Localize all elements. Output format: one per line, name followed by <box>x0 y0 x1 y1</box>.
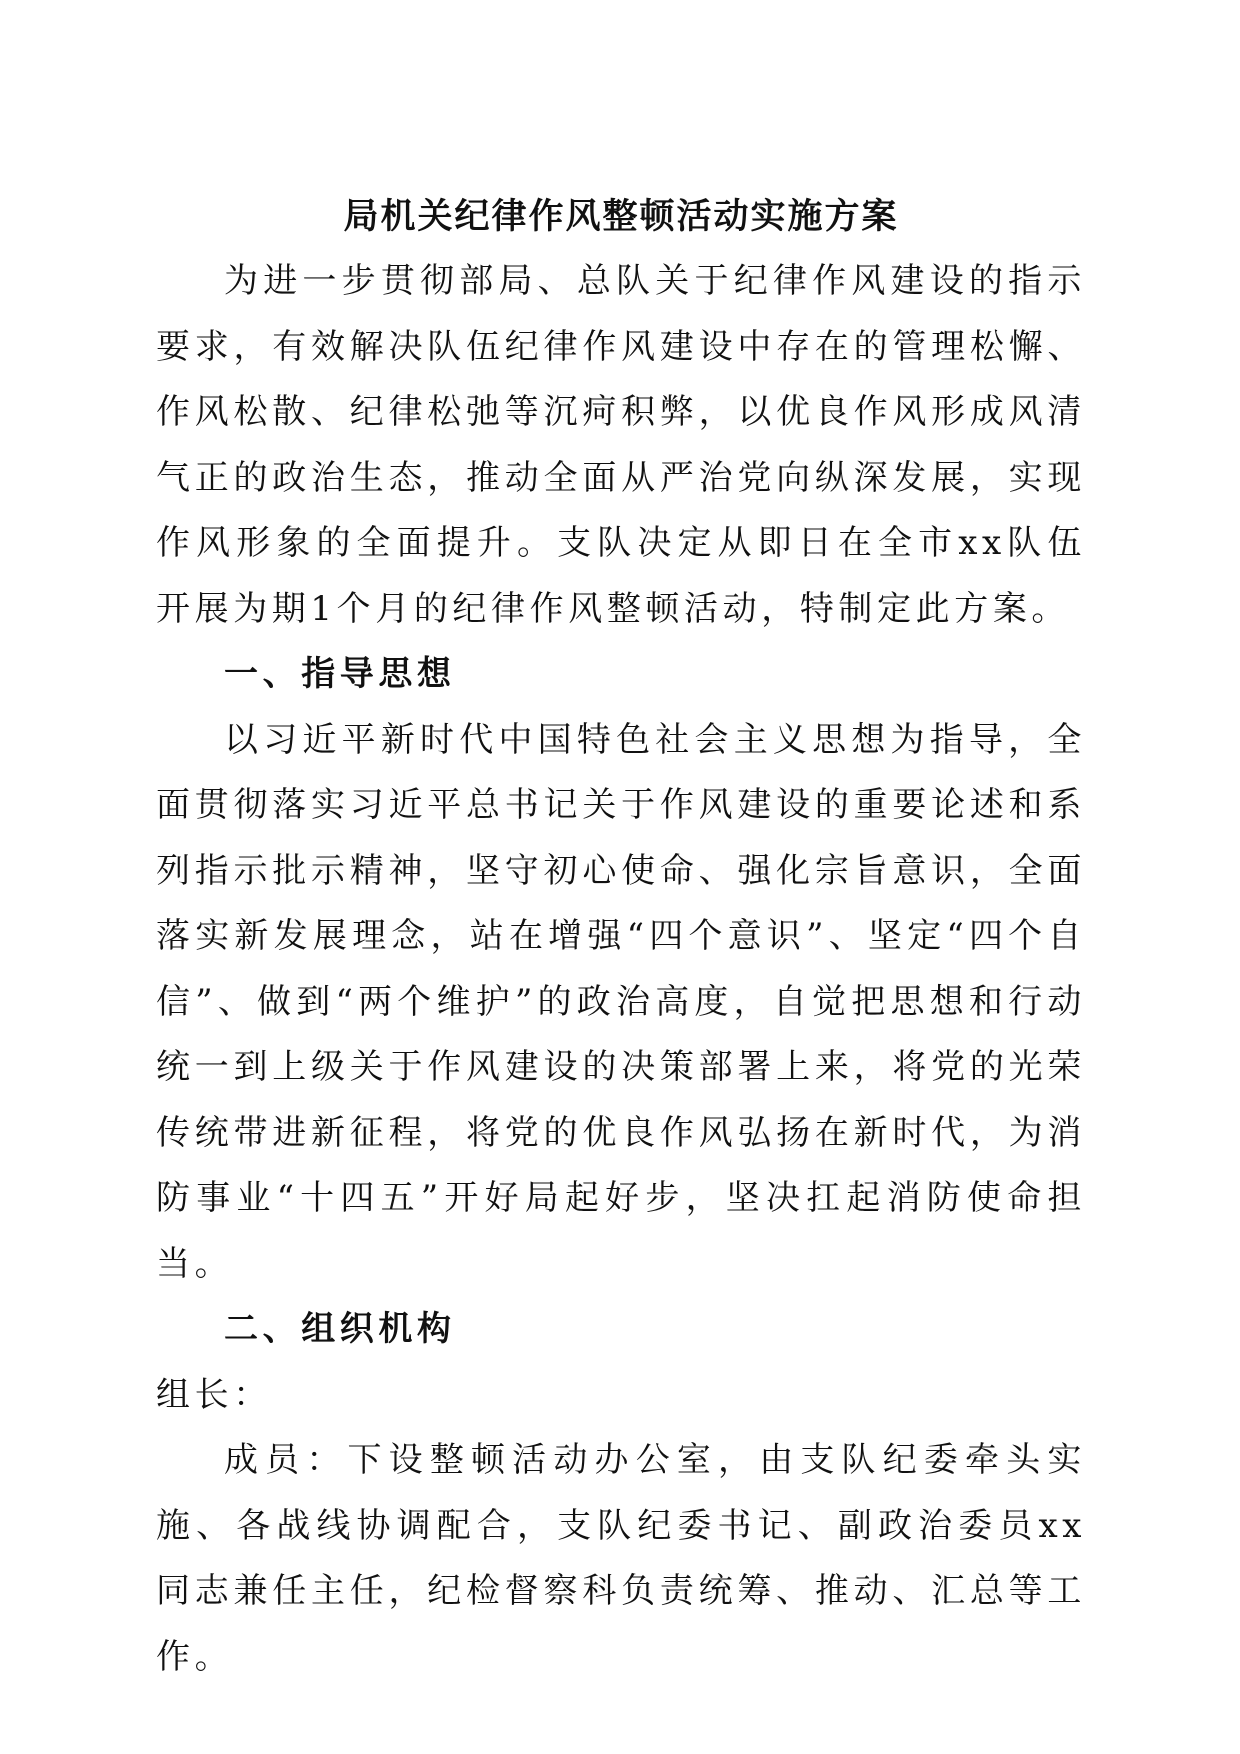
section-heading-guiding-ideology: 一、指导思想 <box>224 654 456 694</box>
guiding-ideology-paragraph: 以习近平新时代中国特色社会主义思想为指导，全面贯彻落实习近平总书记关于作风建设的重要论述和系列指示批示精神，坚守初心使命、强化宗旨意识，全面落实新发展理念，站在增强“四个意识”、坚定“四个自信”、做到“两个维护”的政治高度，自觉把思想和行动统一到上级关于作风建设的决策部署上来，将党的光荣传统带进新征程，将党的优良作风弘扬在新时代，为消防事业“十四五”开好局起好步，坚决扛起消防使命担当。 <box>156 719 1086 1284</box>
members-paragraph: 成员：下设整顿活动办公室，由支队纪委牵头实施、各战线协调配合，支队纪委书记、副政治委员xx同志兼任主任，纪检督察科负责统筹、推动、汇总等工作。 <box>156 1440 1086 1677</box>
document-title: 局机关纪律作风整顿活动实施方案 <box>343 196 899 237</box>
group-leader-line: 组长： <box>156 1374 272 1415</box>
document-body <box>156 184 1086 1690</box>
section-heading-organization: 二、组织机构 <box>224 1309 456 1349</box>
intro-paragraph: 为进一步贯彻部局、总队关于纪律作风建设的指示要求，有效解决队伍纪律作风建设中存在的管理松懈、作风松散、纪律松弛等沉疴积弊，以优良作风形成风清气正的政治生态，推动全面从严治党向纵深发展，实现作风形象的全面提升。支队决定从即日在全市xx队伍开展为期1个月的纪律作风整顿活动，特制定此方案。 <box>156 261 1086 629</box>
